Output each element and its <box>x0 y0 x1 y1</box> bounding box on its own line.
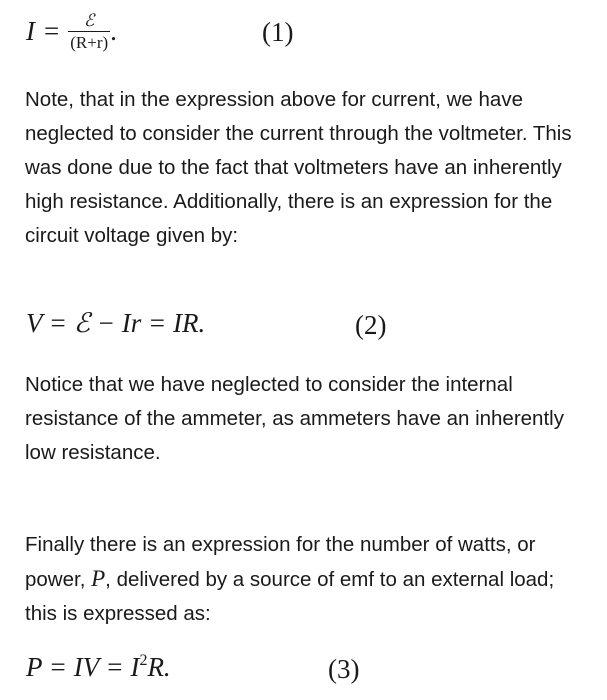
equation-1-denominator: (R+r) <box>70 33 109 52</box>
equation-2-number: (2) <box>355 310 387 340</box>
equation-1-equals: = <box>44 16 60 47</box>
fraction-bar <box>68 31 110 32</box>
equation-1-lhs: I <box>26 16 35 47</box>
power-symbol: P <box>91 566 106 591</box>
equation-3-lhs: P = IV = I <box>26 652 140 682</box>
equation-1 <box>26 11 117 54</box>
equation-1-numerator: ℰ <box>84 11 95 30</box>
equation-1-fraction <box>68 12 110 52</box>
paragraph-ammeter-note: Notice that we have neglected to consider the internal resistance of the ammeter, as ammeters have an inherently low resistance. <box>25 373 564 464</box>
paragraph-voltmeter-note: Note, that in the expression above for current, we have neglected to consider the current through the voltmeter. This was done due to the fact that voltmeters have an inherently high resistance. Additionally, there is an expression for the circuit voltage given by: <box>25 88 572 247</box>
paragraph-3-after: , delivered by a source of emf to an external load; this is expressed as: <box>25 568 555 625</box>
equation-2-expression: V = ℰ − Ir = IR. <box>26 308 206 338</box>
equation-3-rhs: R. <box>147 652 171 682</box>
equation-1-trailing: . <box>110 16 117 47</box>
equation-3-number: (3) <box>328 654 360 684</box>
equation-3-exponent: 2 <box>139 652 148 669</box>
equation-1-number: (1) <box>262 17 294 47</box>
paragraph-power-intro <box>25 528 585 631</box>
equation-2 <box>26 308 205 348</box>
equation-3 <box>26 652 171 692</box>
paragraph-3-before: Finally there is an expression for the number of watts, or power, <box>25 533 536 591</box>
